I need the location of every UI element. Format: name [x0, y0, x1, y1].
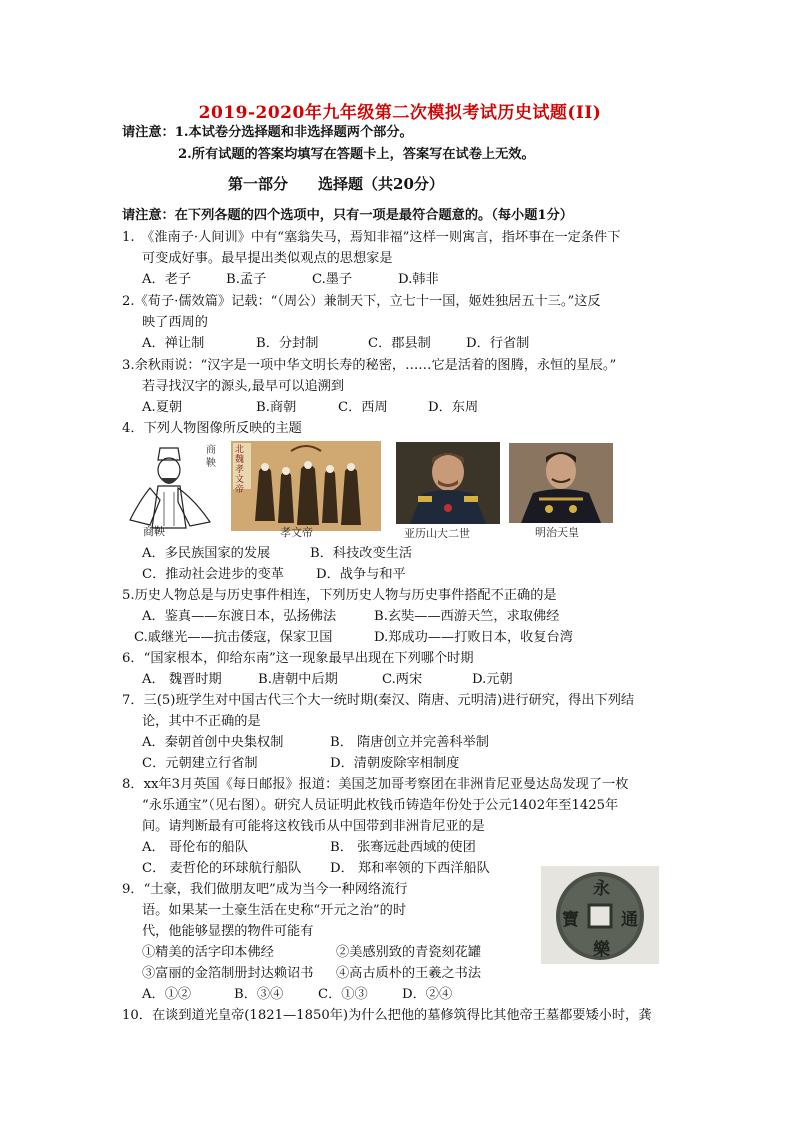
q3-option-d: D．东周 — [428, 400, 479, 415]
q7-option-c: C．元朝建立行省制 — [142, 756, 258, 771]
q1-option-a: A．老子 — [142, 272, 192, 287]
q9-option-a: A．①② — [142, 987, 192, 1002]
q2-option-d: D．行省制 — [466, 336, 530, 351]
q1-option-c: C.墨子 — [312, 272, 353, 287]
q1-option-b: B.孟子 — [226, 272, 267, 287]
q8-stem-3: 间。请判断最有可能将这枚钱币从中国带到非洲肯尼亚的是 — [142, 819, 485, 834]
coin-char-bottom: 樂 — [593, 940, 610, 960]
q9-item-2: ②美感别致的青瓷刻花罐 — [336, 945, 482, 960]
q8-option-a: A． 哥伦布的船队 — [142, 840, 249, 855]
q5-option-d: D.郑成功——打败日本，收复台湾 — [374, 630, 573, 645]
q4-option-a: A．多民族国家的发展 — [142, 546, 271, 561]
q4-option-d: D．战争与和平 — [316, 567, 406, 582]
q4-option-b: B．科技改变生活 — [310, 546, 413, 561]
q5-option-b: B.玄奘——西游天竺，求取佛经 — [374, 609, 560, 624]
q4-caption-alexander: 亚历山大二世 — [404, 527, 470, 540]
q2-stem-2: 映了西周的 — [142, 315, 208, 330]
q8-stem-1: 8．xx年3月英国《每日邮报》报道：美国芝加哥考察团在非洲肯尼亚曼达岛发现了一枚 — [122, 777, 629, 792]
q3-option-b: B.商朝 — [256, 400, 297, 415]
q2-option-a: A．禅让制 — [142, 336, 205, 351]
xiaowendi-painting-image — [231, 441, 381, 531]
xiaowendi-image-label: 北魏孝文帝 — [235, 445, 245, 495]
q3-stem-2: 若寻找汉字的源头,最早可以追溯到 — [142, 379, 345, 394]
q4-stem: 4．下列人物图像所反映的主题 — [122, 421, 302, 436]
meiji-portrait-image — [509, 443, 613, 523]
q8-option-c: C． 麦哲伦的环球航行船队 — [142, 861, 302, 876]
q7-option-b: B． 隋唐创立并完善科举制 — [330, 735, 489, 750]
meiji-drawing — [509, 443, 613, 523]
shangyang-portrait-image — [120, 440, 225, 530]
notice-text-2: 2.所有试题的答案均填写在答题卡上，答案写在试卷上无效。 — [178, 147, 535, 162]
q7-option-d: D．清朝废除宰相制度 — [330, 756, 460, 771]
q6-option-c: C.两宋 — [382, 672, 423, 687]
q8-stem-2: “永乐通宝”（见右图）。研究人员证明此枚钱币铸造年份处于公元1402年至1425年 — [142, 798, 619, 813]
q9-option-d: D．②④ — [402, 987, 453, 1002]
q5-option-c: C.戚继光——抗击倭寇，保家卫国 — [134, 630, 333, 645]
alexander-ii-drawing — [396, 442, 500, 524]
alexander-ii-portrait-image — [396, 442, 500, 524]
q3-stem-1: 3.余秋雨说：“汉字是一项中华文明长寿的秘密，……它是活着的图腾，永恒的星辰。” — [122, 358, 617, 373]
q5-stem: 5.历史人物总是与历史事件相连，下列历史人物与历史事件搭配不正确的是 — [122, 588, 557, 603]
q7-stem-1: 7．三(5)班学生对中国古代三个大一统时期(秦汉、隋唐、元明清)进行研究，得出下列结 — [122, 693, 635, 708]
q8-option-d: D． 郑和率领的下西洋船队 — [330, 861, 490, 876]
q6-option-b: B.唐朝中后期 — [258, 672, 338, 687]
q8-option-b: B． 张骞远赴西域的使团 — [330, 840, 476, 855]
q9-item-1: ①精美的活字印本佛经 — [142, 945, 274, 960]
q9-stem-3: 代，他能够显摆的物件可能有 — [142, 924, 314, 939]
notice-label: 请注意： — [122, 125, 175, 140]
notice-text-1: 1.本试卷分选择题和非选择题两个部分。 — [174, 125, 413, 140]
q9-stem-2: 语。如果某一土豪生活在史称“开元之治”的时 — [142, 903, 407, 918]
yongle-coin-image — [541, 866, 659, 964]
q3-option-c: C．西周 — [338, 400, 388, 415]
section-title: 第一部分 选择题（共20分） — [228, 175, 444, 193]
q9-option-c: C．①③ — [318, 987, 368, 1002]
q2-option-b: B．分封制 — [256, 336, 319, 351]
q5-option-a: A．鉴真——东渡日本，弘扬佛法 — [142, 609, 337, 624]
q9-item-4: ④高古质朴的王羲之书法 — [336, 966, 482, 981]
q1-stem-2: 可变成好事。最早提出类似观点的思想家是 — [142, 251, 393, 266]
q4-caption-xiaowendi: 孝文帝 — [280, 526, 313, 539]
q1-option-d: D.韩非 — [398, 272, 439, 287]
q7-option-a: A．秦朝首创中央集权制 — [142, 735, 284, 750]
q6-option-a: A． 魏晋时期 — [142, 672, 222, 687]
coin-char-right: 通 — [621, 910, 638, 930]
q4-caption-meiji: 明治天皇 — [535, 526, 579, 539]
exam-title: 2019-2020年九年级第二次模拟考试历史试题(II) — [198, 103, 602, 123]
section-instruction: 请注意：在下列各题的四个选项中，只有一项是最符合题意的。（每小题1分） — [122, 208, 573, 223]
q1-stem-1: 1. 《淮南子·人间训》中有“塞翁失马，焉知非福”这样一则寓言，指坏事在一定条件下 — [122, 230, 621, 245]
xiaowendi-drawing — [231, 441, 381, 531]
q9-stem-1: 9．“土豪，我们做朋友吧”成为当今一种网络流行 — [122, 882, 408, 897]
coin-char-left: 寶 — [562, 910, 579, 930]
q6-option-d: D.元朝 — [472, 672, 513, 687]
notice-line-1 — [122, 124, 413, 142]
shangyang-image-label: 商鞅 — [206, 445, 216, 469]
q4-option-c: C．推动社会进步的变革 — [142, 567, 284, 582]
q9-item-3: ③富丽的金箔制册封达赖诏书 — [142, 966, 314, 981]
q2-stem-1: 2.《荀子·儒效篇》记载：“（周公）兼制天下，立七十一国，姬姓独居五十三。”这反 — [122, 294, 601, 309]
q7-stem-2: 论，其中不正确的是 — [142, 714, 261, 729]
q6-stem: 6．“国家根本，仰给东南”这一现象最早出现在下列哪个时期 — [122, 651, 474, 666]
q4-caption-shangyang: 商鞅 — [143, 525, 165, 538]
coin-char-top: 永 — [593, 879, 610, 899]
q2-option-c: C．郡县制 — [368, 336, 431, 351]
q10-stem-1: 10．在谈到道光皇帝(1821—1850年)为什么把他的墓修筑得比其他帝王墓都要矮小时，龚 — [122, 1008, 652, 1023]
q3-option-a: A.夏朝 — [142, 400, 183, 415]
q9-option-b: B．③④ — [234, 987, 284, 1002]
